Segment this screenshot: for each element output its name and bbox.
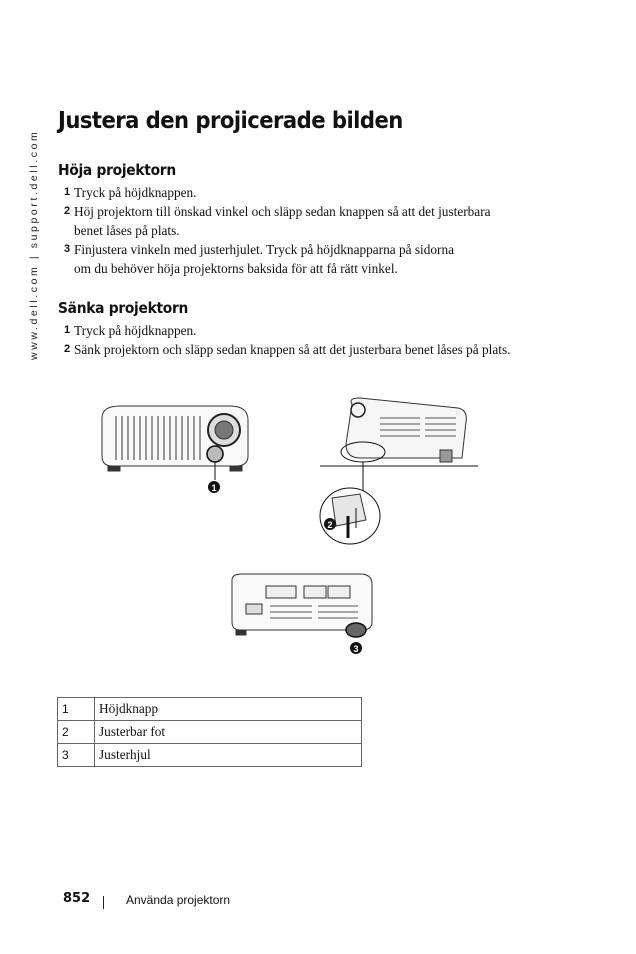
raise-step-3: 3 Finjustera vinkeln med justerhjulet. Tryck på höjdknapparna på sidorna om du behöver höja projektorns baksida för att få rätt vinkel. [64,242,454,276]
page-title: Justera den projicerade bilden [58,108,403,134]
projector-rear-view [232,574,372,637]
projector-adjust-illustration [60,388,580,668]
callout-2-label: 2 [327,520,333,530]
raise-steps [64,183,584,278]
projector-front-view [102,406,248,480]
legend-table [57,697,362,767]
callout-1-label: 1 [211,483,217,493]
raise-heading: Höja projektorn [58,161,176,179]
raise-step-1: 1 Tryck på höjdknappen. [64,185,197,200]
callout-3-label: 3 [353,644,359,654]
table-row: 2 Justerbar fot [58,721,362,744]
table-row: 1 Höjdknapp [58,698,362,721]
lower-step-1: 1 Tryck på höjdknappen. [64,323,197,338]
footer-divider [103,896,104,909]
page-number: 852 [63,891,91,906]
projector-side-view [320,398,478,544]
table-row: 3 Justerhjul [58,744,362,767]
sidebar-url-text: www.dell.com | support.dell.com [28,129,40,360]
raise-step-2: 2 Höj projektorn till önskad vinkel och släpp sedan knappen så att det justerbara benet låses på plats. [64,204,491,238]
sidebar-url [28,112,42,360]
lower-steps [64,321,584,359]
lower-heading: Sänka projektorn [58,299,189,317]
footer-section-title: Använda projektorn [126,893,231,907]
lower-step-2: 2 Sänk projektorn och släpp sedan knappen så att det justerbara benet låses på plats. [64,342,511,357]
